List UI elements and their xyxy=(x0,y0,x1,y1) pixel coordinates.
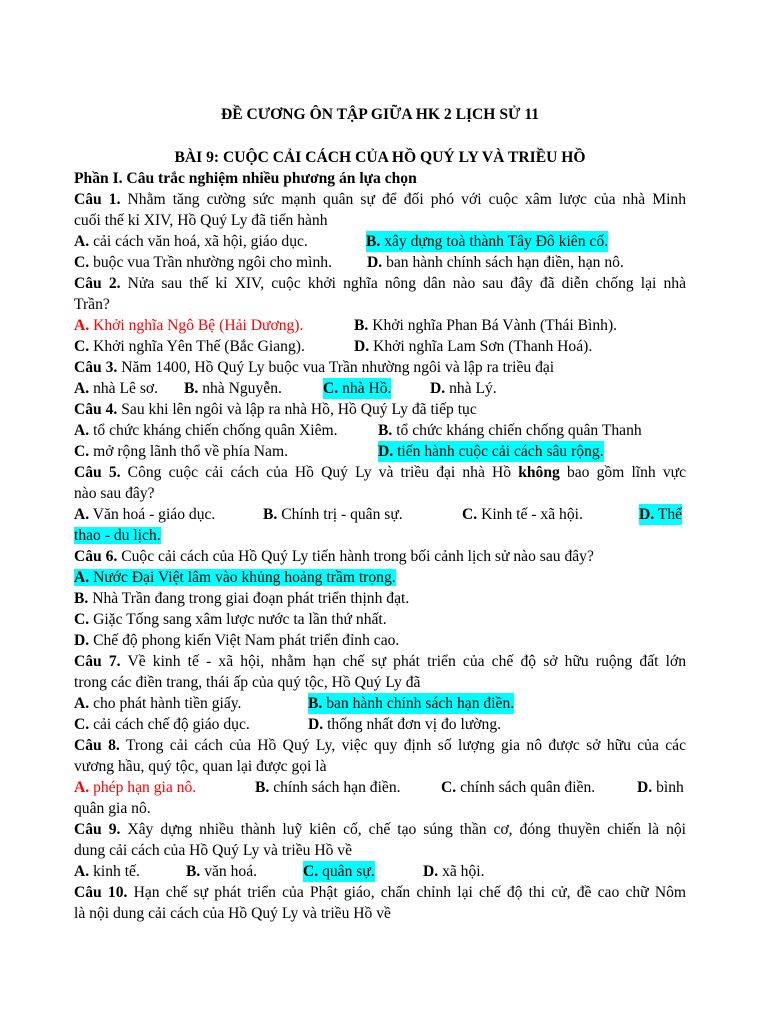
question-9-line-2: dung cải cách của Hồ Quý Ly và triều Hồ về xyxy=(74,842,352,859)
option-c: C. chính sách quân điền. xyxy=(441,779,596,796)
option-a-answer: A. Khởi nghĩa Ngô Bệ (Hải Dương). xyxy=(74,317,304,334)
document-content xyxy=(74,104,686,924)
question-number: Câu 1. xyxy=(74,191,121,208)
question-7-options-ab xyxy=(74,693,686,714)
option-a: A. cho phát hành tiền giấy. xyxy=(74,695,242,712)
question-6-option-d: D. Chế độ phong kiến Việt Nam phát triển đỉnh cao. xyxy=(74,632,400,649)
question-5-line-1: Câu 5. Công cuộc cải cách của Hồ Quý Ly và triều đại nhà Hồ không bao gồm lĩnh vực xyxy=(74,464,686,481)
question-7-line-1: Câu 7. Về kinh tế - xã hội, nhằm hạn chế sự phát triển của chế độ sở hữu ruộng đất lớn xyxy=(74,653,686,670)
document-title: ĐỀ CƯƠNG ÔN TẬP GIỮA HK 2 LỊCH SỬ 11 xyxy=(220,106,540,123)
option-b: B. Chính trị - quân sự. xyxy=(263,506,403,523)
option-a: A. kinh tế. xyxy=(74,863,140,880)
question-2-options-ab xyxy=(74,315,686,336)
option-d: D. xã hội. xyxy=(423,863,485,880)
option-b: B. Khởi nghĩa Phan Bá Vành (Thái Bình). xyxy=(354,317,618,334)
question-6-line-1: Câu 6. Cuộc cải cách của Hồ Quý Ly tiến hành trong bối cảnh lịch sử nào sau đây? xyxy=(74,548,594,565)
option-c: C. buộc vua Trần nhường ngôi cho mình. xyxy=(74,254,332,271)
option-d: D. Khởi nghĩa Lam Sơn (Thanh Hoá). xyxy=(354,338,593,355)
option-d: D. bình xyxy=(637,779,684,796)
question-7-line-2: trong các điền trang, thái ấp của quý tộc, Hồ Quý Ly đã xyxy=(74,674,421,691)
option-a: A. nhà Lê sơ. xyxy=(74,380,159,397)
question-1-options-cd xyxy=(74,252,686,273)
question-3-options xyxy=(74,378,686,399)
option-c: C. Kinh tế - xã hội. xyxy=(462,506,583,523)
option-c: C. mở rộng lãnh thổ về phía Nam. xyxy=(74,443,288,460)
option-b: B. tổ chức kháng chiến chống quân Thanh xyxy=(378,422,642,439)
option-b: B. nhà Nguyễn. xyxy=(184,380,282,397)
option-a-answer: A. phép hạn gia nô. xyxy=(74,779,197,796)
section-title: Phần I. Câu trắc nghiệm nhiều phương án lựa chọn xyxy=(74,170,417,187)
question-4-options-cd xyxy=(74,441,686,462)
option-d-answer: D. tiến hành cuộc cải cách sâu rộng. xyxy=(378,443,604,460)
question-9-line-1: Câu 9. Xây dựng nhiều thành luỹ kiên cố, chế tạo súng thần cơ, đóng thuyền chiến là nội xyxy=(74,821,686,838)
option-b: B. chính sách hạn điền. xyxy=(255,779,401,796)
option-c-answer: C. nhà Hồ. xyxy=(323,380,392,397)
option-a-answer: A. Nước Đại Việt lâm vào khủng hoảng trầm trọng. xyxy=(74,569,396,586)
option-c: C. cải cách chế độ giáo dục. xyxy=(74,716,250,733)
question-6-option-c: C. Giặc Tống sang xâm lược nước ta lần thứ nhất. xyxy=(74,611,387,628)
question-5-line-2: nào sau đây? xyxy=(74,485,155,502)
question-2-options-cd xyxy=(74,336,686,357)
question-3-line-1: Câu 3. Năm 1400, Hồ Quý Ly buộc vua Trần nhường ngôi và lập ra triều đại xyxy=(74,359,555,376)
question-7-options-cd xyxy=(74,714,686,735)
question-9-options xyxy=(74,861,686,882)
question-8-line-1: Câu 8. Trong cải cách của Hồ Quý Ly, việc quy định số lượng gia nô được sở hữu của các xyxy=(74,737,686,754)
option-a: A. cải cách văn hoá, xã hội, giáo dục. xyxy=(74,233,308,250)
question-2-line-1: Câu 2. Nửa sau thế kỉ XIV, cuộc khởi nghĩa nông dân nào sau đây đã diễn chống lại nhà xyxy=(74,275,686,292)
option-a: A. tổ chức kháng chiến chống quân Xiêm. xyxy=(74,422,338,439)
option-b-answer: B. ban hành chính sách hạn điền. xyxy=(308,695,515,712)
question-8-options xyxy=(74,777,686,798)
question-1-line-1: Câu 1. Nhằm tăng cường sức mạnh quân sự để đối phó với cuộc xâm lược của nhà Minh xyxy=(74,191,686,208)
question-1-line-2: cuối thế kỉ XIV, Hồ Quý Ly đã tiến hành xyxy=(74,212,328,229)
question-6-option-a xyxy=(74,567,686,588)
option-c: C. Khởi nghĩa Yên Thế (Bắc Giang). xyxy=(74,338,305,355)
option-c-answer: C. quân sự. xyxy=(303,863,375,880)
question-5-options xyxy=(74,504,686,525)
lesson-title: BÀI 9: CUỘC CẢI CÁCH CỦA HỒ QUÝ LY VÀ TRIỀU HỒ xyxy=(174,149,586,166)
question-1-options-ab xyxy=(74,231,686,252)
question-10-line-1: Câu 10. Hạn chế sự phát triển của Phật giáo, chấn chỉnh lại chế độ thi cử, đề cao chữ Nôm xyxy=(74,884,686,901)
question-4-line-1: Câu 4. Sau khi lên ngôi và lập ra nhà Hồ, Hồ Quý Ly đã tiếp tục xyxy=(74,401,477,418)
question-8-line-2: vương hầu, quý tộc, quan lại được gọi là xyxy=(74,758,327,775)
option-b-answer: B. xây dựng toà thành Tây Đô kiên cố. xyxy=(366,233,609,250)
option-d: D. thống nhất đơn vị đo lường. xyxy=(308,716,502,733)
option-d: D. nhà Lý. xyxy=(430,380,497,397)
question-10-line-2: là nội dung cải cách của Hồ Quý Ly và triều Hồ về xyxy=(74,905,391,922)
question-4-options-ab xyxy=(74,420,686,441)
option-d-answer: D. Thể xyxy=(639,506,683,523)
option-d: D. ban hành chính sách hạn điền, hạn nô. xyxy=(367,254,624,271)
option-b: B. văn hoá. xyxy=(186,863,258,880)
question-5-option-d-cont: thao - du lịch. xyxy=(74,527,161,544)
question-8-option-d-cont: quân gia nô. xyxy=(74,800,151,817)
question-6-option-b: B. Nhà Trần đang trong giai đoạn phát triển thịnh đạt. xyxy=(74,590,410,607)
option-a: A. Văn hoá - giáo dục. xyxy=(74,506,216,523)
question-2-line-2: Trần? xyxy=(74,296,110,313)
